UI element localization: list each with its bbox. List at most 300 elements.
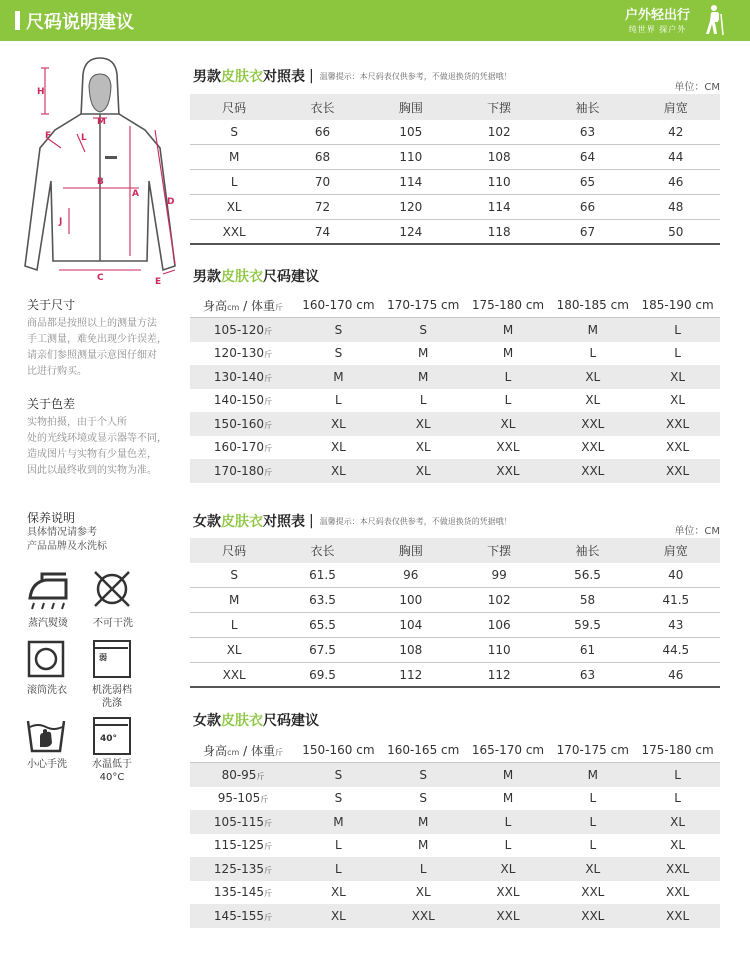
table-cell: L — [230, 175, 238, 189]
table-cell: 59.5 — [574, 618, 601, 632]
care-note-title: 保养说明 — [27, 511, 76, 525]
table-row — [190, 763, 720, 787]
water-temp-mark: 40° — [100, 734, 118, 744]
title-text: 对照表 — [263, 69, 305, 85]
table-cell: 63 — [579, 125, 596, 139]
header-text: / 体重 — [239, 743, 275, 758]
table-cell: 100 — [399, 593, 423, 607]
table-cell: XL — [415, 885, 431, 900]
table-cell: 65.5 — [309, 618, 336, 632]
column-header: 165-170 cm — [471, 743, 545, 757]
weight-cell — [190, 815, 296, 829]
men-chart-tip: 温馨提示：本尺码表仅供参考，不做退换货的凭据哦！ — [319, 71, 512, 81]
weight-unit: 斤 — [264, 350, 273, 360]
table-row — [190, 881, 720, 905]
steam-iron-icon — [26, 570, 70, 612]
title-text: 尺码建议 — [263, 269, 319, 285]
table-cell: L — [504, 393, 512, 408]
table-cell: L — [504, 814, 512, 829]
table-cell: 68 — [314, 150, 331, 164]
label-e: E — [155, 277, 162, 287]
weight-unit: 斤 — [264, 842, 273, 852]
table-row — [190, 220, 720, 245]
column-header: 180-185 cm — [556, 298, 629, 312]
weight-cell — [190, 417, 296, 431]
no-dry-clean-label: 不可干洗 — [93, 618, 133, 629]
table-cell: 65 — [579, 175, 596, 189]
men-chart-unit: 单位：CM — [674, 82, 720, 93]
table-cell: XL — [415, 440, 431, 455]
table-row — [190, 459, 720, 483]
table-cell: 74 — [314, 224, 331, 239]
table-cell: XL — [415, 463, 431, 478]
table-cell: M — [333, 814, 344, 829]
table-cell: 67.5 — [309, 643, 336, 657]
title-highlight: 皮肤衣 — [221, 713, 263, 729]
column-header: 胸围 — [398, 100, 423, 115]
table-cell: XXL — [581, 416, 605, 431]
height-weight-header — [190, 742, 296, 759]
table-cell: XL — [670, 838, 686, 853]
weight-cell — [190, 862, 296, 876]
weight-cell — [190, 370, 296, 384]
table-cell: 66 — [314, 125, 331, 139]
weight-unit: 斤 — [264, 818, 273, 828]
title-text: 对照表 — [263, 514, 305, 530]
hand-wash-icon — [26, 717, 66, 755]
table-cell: XXL — [666, 908, 690, 923]
care-note — [27, 509, 182, 554]
table-cell: 110 — [487, 175, 511, 189]
table-header — [190, 538, 720, 563]
weight-range: 160-170 — [213, 440, 265, 455]
table-cell: 56.5 — [574, 568, 601, 582]
color-note-line: 造成图片与实物有少量色差， — [27, 449, 157, 460]
column-header: 175-180 cm — [471, 298, 545, 312]
table-cell: S — [334, 791, 343, 806]
table-cell: M — [502, 346, 514, 361]
no-dry-clean-icon — [93, 570, 131, 608]
table-row — [190, 663, 720, 688]
title-text: 尺码建议 — [263, 713, 319, 729]
table-cell: XXL — [222, 224, 246, 239]
women-chart-title — [193, 511, 512, 531]
table-cell: S — [334, 346, 343, 361]
table-cell: S — [230, 568, 238, 582]
women-suggest-title — [193, 710, 319, 730]
table-row — [190, 834, 720, 858]
table-cell: S — [230, 125, 238, 139]
women-size-suggestion — [190, 738, 720, 928]
table-cell: M — [418, 369, 429, 384]
table-cell: XXL — [581, 463, 605, 478]
table-cell: XL — [585, 861, 601, 876]
table-cell: S — [419, 791, 427, 806]
table-cell: XL — [585, 369, 601, 384]
table-cell: S — [334, 767, 343, 782]
table-cell: 102 — [487, 125, 511, 139]
table-cell: XXL — [666, 416, 690, 431]
table-cell: M — [502, 322, 514, 337]
table-cell: XXL — [496, 440, 520, 455]
header-text: 身高 — [203, 743, 228, 758]
header-unit: cm — [227, 747, 240, 757]
table-cell: XL — [500, 416, 516, 431]
size-note — [27, 296, 182, 380]
table-cell: 43 — [668, 618, 684, 632]
table-cell: 114 — [487, 200, 511, 214]
table-row — [190, 412, 720, 436]
table-cell: M — [418, 838, 429, 853]
table-header — [190, 94, 720, 120]
table-header — [190, 738, 720, 763]
table-cell: L — [674, 791, 681, 806]
table-cell: 64 — [579, 150, 596, 164]
table-cell: 63 — [579, 667, 596, 682]
column-header: 160-165 cm — [387, 743, 460, 757]
column-header: 185-190 cm — [641, 298, 714, 312]
table-cell: L — [504, 369, 512, 384]
column-header: 衣长 — [310, 100, 335, 115]
hand-wash-label: 小心手洗 — [27, 759, 67, 770]
weight-range: 170-180 — [213, 463, 265, 478]
column-header: 160-170 cm — [302, 298, 375, 312]
table-row — [190, 904, 720, 928]
weight-unit: 斤 — [256, 771, 265, 781]
table-cell: 112 — [487, 667, 511, 682]
weight-unit: 斤 — [264, 397, 273, 407]
table-row — [190, 318, 720, 342]
care-note-line: 具体情况请参考 — [27, 527, 97, 538]
table-cell: 108 — [487, 150, 511, 164]
label-m: M — [97, 117, 106, 127]
table-cell: 69.5 — [309, 667, 336, 682]
table-cell: L — [419, 861, 427, 876]
title-separator: | — [309, 68, 314, 84]
table-cell: XL — [670, 369, 686, 384]
table-row — [190, 588, 720, 613]
women-chart-unit: 单位：CM — [674, 526, 720, 537]
weight-range: 120-130 — [213, 346, 265, 361]
table-cell: 44.5 — [662, 643, 690, 657]
table-cell: L — [589, 791, 597, 806]
women-chart-tip: 温馨提示：本尺码表仅供参考，不做退换货的凭据哦！ — [319, 516, 512, 526]
machine-wash-label-line: 机洗弱档 — [92, 685, 132, 696]
table-cell: XXL — [496, 908, 520, 923]
table-header — [190, 293, 720, 318]
table-cell: XL — [330, 908, 346, 923]
table-row — [190, 638, 720, 663]
table-cell: 46 — [668, 667, 684, 682]
header-unit: 斤 — [274, 747, 283, 757]
table-cell: M — [418, 814, 429, 829]
page-title: 尺码说明建议 — [26, 12, 134, 33]
label-b: B — [97, 177, 104, 187]
table-cell: 44 — [668, 150, 684, 164]
title-bar-mark — [15, 11, 20, 30]
brand-slogan: 纯世界 探户外 — [628, 25, 687, 34]
title-highlight: 皮肤衣 — [221, 269, 263, 285]
table-cell: L — [674, 322, 681, 337]
weight-range: 130-140 — [213, 369, 265, 384]
title-text: 女款 — [193, 514, 221, 530]
table-row — [190, 195, 720, 220]
label-l: L — [81, 133, 87, 143]
weight-range: 150-160 — [213, 416, 265, 431]
column-header: 袖长 — [575, 100, 600, 115]
size-note-title: 关于尺寸 — [27, 298, 76, 312]
weight-cell — [190, 838, 296, 852]
table-cell: 41.5 — [662, 593, 690, 607]
table-row — [190, 145, 720, 170]
table-cell: 106 — [487, 618, 511, 632]
men-suggest-title — [193, 266, 319, 286]
table-cell: M — [587, 322, 598, 337]
weight-unit: 斤 — [264, 326, 273, 336]
table-cell: 42 — [668, 125, 684, 139]
weight-cell — [190, 440, 296, 454]
table-row — [190, 787, 720, 811]
column-header: 尺码 — [222, 544, 247, 558]
column-header: 170-175 cm — [387, 298, 460, 312]
table-cell: 66 — [579, 200, 596, 214]
weight-range: 140-150 — [213, 393, 265, 408]
height-weight-header — [190, 297, 296, 314]
header-banner — [0, 0, 750, 41]
table-row — [190, 857, 720, 881]
table-cell: XXL — [496, 463, 520, 478]
tumble-wash-icon — [27, 640, 65, 678]
weight-cell — [190, 768, 296, 782]
table-cell: 70 — [314, 175, 331, 189]
weight-unit: 斤 — [264, 420, 273, 430]
label-f: F — [45, 131, 52, 141]
table-cell: XXL — [581, 885, 605, 900]
color-note-line: 实物拍摄，由于个人所 — [27, 417, 127, 428]
table-cell: 72 — [314, 200, 331, 214]
table-cell: 104 — [399, 618, 423, 632]
table-cell: XL — [226, 643, 242, 657]
jacket-measurement-diagram — [15, 56, 185, 291]
title-text: 男款 — [193, 69, 221, 85]
weight-unit: 斤 — [264, 467, 273, 477]
table-cell: L — [504, 838, 512, 853]
table-cell: 110 — [399, 150, 423, 164]
table-cell: M — [418, 346, 429, 361]
table-cell: 48 — [668, 200, 684, 214]
color-note-line: 因此以最终收到的实物为准。 — [27, 465, 157, 476]
title-highlight: 皮肤衣 — [221, 514, 263, 530]
table-cell: S — [419, 767, 427, 782]
weight-cell — [190, 323, 296, 337]
column-header: 150-160 cm — [302, 743, 375, 757]
table-cell: XL — [330, 440, 346, 455]
table-cell: 118 — [487, 224, 511, 239]
table-cell: XXL — [411, 908, 435, 923]
weight-range: 145-155 — [213, 908, 265, 923]
label-a: A — [132, 189, 139, 199]
women-size-chart — [190, 538, 720, 688]
column-header: 170-175 cm — [556, 743, 629, 757]
table-cell: XL — [585, 393, 601, 408]
steam-iron-label: 蒸汽熨烫 — [28, 618, 68, 629]
size-note-line: 请亲们参照测量示意图仔细对 — [27, 350, 157, 361]
label-j: J — [59, 217, 63, 227]
table-cell: XL — [330, 463, 346, 478]
table-row — [190, 810, 720, 834]
table-row — [190, 389, 720, 413]
weight-unit: 斤 — [264, 912, 273, 922]
label-h: H — [37, 87, 45, 97]
table-row — [190, 120, 720, 145]
table-cell: XXL — [666, 440, 690, 455]
weight-cell — [190, 346, 296, 360]
weight-cell — [190, 885, 296, 899]
men-chart-title — [193, 66, 512, 86]
table-row — [190, 563, 720, 588]
column-header: 下摆 — [487, 100, 512, 115]
table-cell: L — [674, 767, 681, 782]
table-cell: XXL — [666, 463, 690, 478]
table-cell: XXL — [666, 861, 690, 876]
table-cell: 114 — [399, 175, 423, 189]
weight-range: 80-95 — [221, 767, 257, 782]
water-temp-label-line: 40°C — [99, 772, 125, 783]
weight-cell — [190, 464, 296, 478]
table-cell: XL — [330, 885, 346, 900]
hiker-icon — [703, 4, 725, 36]
table-row — [190, 613, 720, 638]
table-cell: 99 — [491, 568, 507, 582]
table-cell: 61.5 — [309, 568, 336, 582]
title-separator: | — [309, 513, 314, 529]
machine-wash-label-line: 洗涤 — [102, 698, 122, 709]
table-cell: L — [335, 861, 342, 876]
table-row — [190, 170, 720, 195]
column-header: 175-180 cm — [641, 743, 714, 757]
weight-cell — [190, 909, 296, 923]
table-cell: L — [230, 618, 238, 632]
column-header: 胸围 — [398, 544, 423, 558]
table-cell: XXL — [581, 908, 605, 923]
header-unit: 斤 — [274, 302, 283, 312]
column-header: 下摆 — [487, 544, 512, 558]
table-cell: 105 — [399, 125, 423, 139]
table-cell: 67 — [579, 224, 596, 239]
title-highlight: 皮肤衣 — [221, 69, 263, 85]
table-cell: 108 — [399, 643, 423, 657]
machine-wash-label — [86, 684, 138, 710]
table-cell: XXL — [496, 885, 520, 900]
header-text: 身高 — [203, 298, 228, 313]
weight-range: 95-105 — [217, 791, 261, 806]
label-d: D — [167, 197, 175, 207]
table-row — [190, 436, 720, 460]
column-header: 尺码 — [222, 100, 247, 115]
column-header: 袖长 — [575, 544, 600, 558]
color-note-title: 关于色差 — [27, 397, 76, 411]
table-cell: L — [335, 393, 342, 408]
gentle-mark: 弱 — [99, 653, 107, 662]
weight-cell — [190, 393, 296, 407]
color-note — [27, 395, 182, 479]
care-note-line: 产品品牌及水洗标 — [27, 541, 107, 552]
table-cell: 50 — [668, 224, 684, 239]
column-header: 肩宽 — [663, 544, 688, 558]
table-cell: XXL — [222, 667, 246, 682]
header-unit: cm — [227, 302, 240, 312]
table-cell: 120 — [399, 200, 423, 214]
size-note-line: 手工测量，难免出现少许误差， — [27, 334, 167, 345]
table-cell: S — [419, 322, 427, 337]
table-cell: M — [333, 369, 344, 384]
weight-range: 105-115 — [213, 814, 265, 829]
table-cell: 124 — [399, 224, 423, 239]
table-cell: XXL — [581, 440, 605, 455]
weight-unit: 斤 — [264, 373, 273, 383]
column-header: 衣长 — [310, 544, 335, 558]
weight-unit: 斤 — [260, 795, 269, 805]
table-cell: 58 — [579, 593, 596, 607]
men-size-suggestion — [190, 293, 720, 483]
table-cell: 63.5 — [309, 593, 336, 607]
table-cell: 112 — [399, 667, 423, 682]
table-row — [190, 342, 720, 366]
weight-unit: 斤 — [264, 444, 273, 454]
weight-range: 135-145 — [213, 885, 265, 900]
size-note-line: 比进行购买。 — [27, 366, 87, 377]
table-cell: L — [674, 346, 681, 361]
table-cell: XXL — [666, 885, 690, 900]
table-cell: 40 — [668, 568, 684, 582]
brand-name: 户外轻出行 — [624, 8, 690, 23]
label-c: C — [97, 273, 104, 283]
color-note-line: 处的光线环境或显示器等不同， — [27, 433, 167, 444]
tumble-wash-label: 滚筒洗衣 — [27, 685, 67, 696]
table-cell: 61 — [579, 643, 596, 657]
table-cell: 96 — [403, 568, 419, 582]
table-cell: M — [502, 791, 514, 806]
header-text: / 体重 — [239, 298, 275, 313]
weight-range: 125-135 — [213, 861, 265, 876]
table-cell: XL — [670, 814, 686, 829]
table-row — [190, 365, 720, 389]
table-cell: M — [587, 767, 598, 782]
table-cell: XL — [670, 393, 686, 408]
weight-cell — [190, 791, 296, 805]
table-cell: L — [589, 838, 597, 853]
title-text: 女款 — [193, 713, 221, 729]
table-cell: L — [589, 814, 597, 829]
table-cell: M — [228, 150, 240, 164]
water-temp-label — [86, 758, 138, 784]
table-cell: XL — [330, 416, 346, 431]
water-temp-icon — [93, 717, 131, 755]
table-cell: XL — [226, 200, 242, 214]
weight-range: 105-120 — [213, 322, 265, 337]
table-cell: M — [502, 767, 514, 782]
table-cell: 110 — [487, 643, 511, 657]
weight-unit: 斤 — [264, 865, 273, 875]
table-cell: M — [228, 593, 240, 607]
table-cell: S — [334, 322, 343, 337]
table-cell: L — [419, 393, 427, 408]
title-text: 男款 — [193, 269, 221, 285]
table-cell: L — [335, 838, 342, 853]
water-temp-label-line: 水温低于 — [92, 759, 132, 770]
weight-unit: 斤 — [264, 889, 273, 899]
column-header: 肩宽 — [663, 100, 688, 115]
